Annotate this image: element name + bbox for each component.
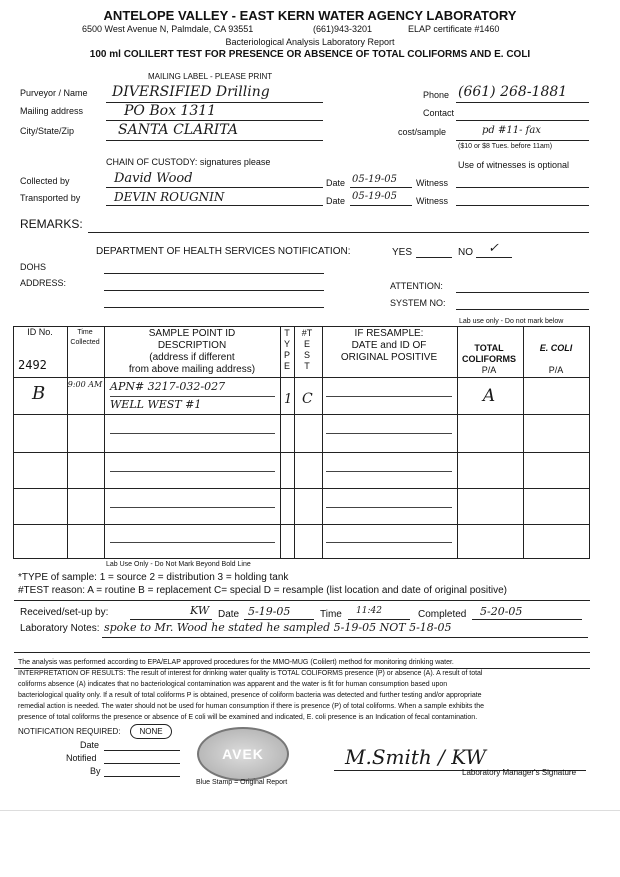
interp-p1: The analysis was performed according to EPA/ELAP approved procedures for the MMO-MUG (Colilert) method for monitoring drinking water.	[18, 659, 454, 666]
header-id: ID No.	[27, 327, 53, 337]
phone-line	[456, 102, 589, 103]
mailing-label-caption: MAILING LABEL - PLEASE PRINT	[148, 72, 273, 81]
interp-p6: presence of total coliforms the presence or absence of E coli will be examined and indicated, E. coli presence is an Indication of fecal contamination.	[18, 714, 478, 721]
manager-signature[interactable]: M.Smith / KW	[345, 745, 487, 769]
received-date-line	[244, 619, 314, 620]
header-resample-3: ORIGINAL POSITIVE	[340, 352, 438, 363]
attention-line	[456, 292, 589, 293]
mailing-address-value[interactable]: PO Box 1311	[124, 103, 217, 119]
dohs-line-1	[104, 273, 324, 274]
notif-by-line	[104, 776, 180, 777]
custody-label: CHAIN OF CUSTODY: signatures please	[106, 157, 271, 167]
interp-p2: INTERPRETATION OF RESULTS: The result of interest for drinking water quality is TOTAL COLIFORMS presence (P) or absence (A). A result of total	[18, 670, 483, 677]
witness1-line	[456, 187, 589, 188]
date1-label: Date	[326, 178, 346, 188]
dohs-line-3	[104, 307, 324, 308]
dhs-title: DEPARTMENT OF HEALTH SERVICES NOTIFICATION:	[96, 246, 351, 257]
dohs-address-label: ADDRESS:	[20, 278, 67, 288]
notification-label: NOTIFICATION REQUIRED:	[18, 727, 121, 736]
header-test: #T E S T	[301, 328, 313, 371]
desc-rule	[110, 396, 275, 397]
row-rule-3	[14, 488, 589, 489]
interp-rule	[14, 668, 590, 669]
type-legend: *TYPE of sample: 1 = source 2 = distribution 3 = holding tank	[18, 572, 289, 583]
row1-type[interactable]: 1	[284, 392, 293, 407]
remarks-label: REMARKS:	[20, 217, 83, 231]
header-desc-1: SAMPLE POINT ID	[148, 328, 236, 339]
row-rule-4	[14, 524, 589, 525]
notif-date-label: Date	[80, 740, 100, 750]
table-lab-use-note: Lab Use Only - Do Not Mark Beyond Bold Line	[106, 561, 251, 568]
phone-label: Phone	[423, 90, 450, 100]
avek-stamp	[197, 727, 289, 781]
contact-label: Contact	[423, 108, 455, 118]
header-total-2: COLIFORMS	[462, 354, 516, 364]
header-type: T Y P E	[283, 328, 290, 371]
id-number: 2492	[18, 358, 47, 372]
lab-notes-label: Laboratory Notes:	[20, 623, 100, 634]
purveyor-label: Purveyor / Name	[20, 88, 88, 98]
mailing-address-label: Mailing address	[20, 106, 84, 116]
date1-value[interactable]: 05-19-05	[352, 174, 397, 185]
stamp-caption: Blue Stamp = Original Report	[196, 779, 288, 786]
signature-caption: Laboratory Manager's Signature	[462, 768, 577, 777]
completed-label: Completed	[418, 609, 467, 620]
city-label: City/State/Zip	[20, 126, 75, 136]
test-legend: #TEST reason: A = routine B = replacement C= special D = resample (list location and date of original positive)	[18, 585, 507, 596]
notif-date-line	[104, 750, 180, 751]
date2-label: Date	[326, 196, 346, 206]
test-title: 100 ml COLILERT TEST FOR PRESENCE OR ABSENCE OF TOTAL COLIFORMS AND E. COLI	[89, 49, 531, 60]
stamp-text: AVEK	[222, 746, 264, 762]
dhs-no-label: NO	[458, 247, 473, 258]
received-label: Received/set-up by:	[20, 607, 109, 618]
witness2-line	[456, 205, 589, 206]
report-subtitle: Bacteriological Analysis Laboratory Report	[225, 37, 395, 47]
city-line	[106, 140, 323, 141]
header-desc-2: DESCRIPTION	[157, 340, 227, 351]
received-by[interactable]: KW	[190, 604, 210, 617]
row1-total[interactable]: A	[482, 386, 496, 406]
dohs-line-2	[104, 290, 324, 291]
witness1-label: Witness	[416, 178, 449, 188]
row1-desc-2[interactable]: WELL WEST #1	[110, 398, 202, 411]
resample-rule	[326, 542, 452, 543]
notified-label: Notified	[66, 753, 97, 763]
interp-p3: coliforms absence (A) indicates that no bacteriological contamination was apparent and the water is fit for human consumption based upon	[18, 681, 448, 688]
city-value[interactable]: SANTA CLARITA	[118, 122, 238, 138]
header-desc-4: from above mailing address)	[128, 364, 256, 375]
attention-label: ATTENTION:	[390, 281, 443, 291]
phone-value[interactable]: (661) 268-1881	[458, 84, 568, 100]
dhs-yes-line[interactable]	[416, 257, 452, 258]
header-rule	[14, 377, 589, 378]
cost-label: cost/sample	[398, 127, 447, 137]
elap-certificate: ELAP certificate #1460	[408, 24, 500, 34]
time-line	[348, 619, 410, 620]
resample-rule	[326, 507, 452, 508]
purveyor-value[interactable]: DIVERSIFIED Drilling	[112, 84, 270, 100]
lab-name: ANTELOPE VALLEY - EAST KERN WATER AGENCY LABORATORY	[103, 8, 517, 23]
cost-value[interactable]: pd #11- fax	[482, 125, 541, 136]
desc-rule	[110, 471, 275, 472]
desc-rule	[110, 433, 275, 434]
received-line	[130, 619, 212, 620]
dhs-no-line[interactable]	[476, 257, 512, 258]
row-rule-2	[14, 452, 589, 453]
transported-label: Transported by	[20, 193, 81, 203]
header-desc-3: (address if different	[149, 352, 235, 363]
row-rule-1	[14, 414, 589, 415]
interp-p4: bacteriological quality only. If a result of total coliforms P is obtained, presence of coliform bacteria was detected and further testing and/or appropriate	[18, 692, 482, 699]
witness-note: Use of witnesses is optional	[458, 160, 570, 170]
transported-value[interactable]: DEVIN ROUGNIN	[114, 190, 225, 204]
completed-value[interactable]: 5-20-05	[480, 605, 523, 618]
row1-id[interactable]: B	[32, 383, 46, 404]
resample-rule	[326, 433, 452, 434]
page-edge	[0, 810, 620, 811]
mailing-line	[106, 120, 323, 121]
contact-line	[456, 120, 589, 121]
date2-line	[350, 205, 412, 206]
lab-notes-value[interactable]: spoke to Mr. Wood he stated he sampled 5-19-05 NOT 5-18-05	[104, 621, 452, 634]
header-resample-1: IF RESAMPLE:	[354, 328, 424, 339]
time-label: Time	[320, 609, 342, 620]
header-ecoli: E. COLI	[539, 343, 573, 353]
witness2-label: Witness	[416, 196, 449, 206]
received-date-label: Date	[218, 609, 240, 620]
received-date[interactable]: 5-19-05	[248, 605, 291, 618]
header-ecoli-pa: P/A	[548, 365, 564, 375]
desc-rule	[110, 507, 275, 508]
row1-desc-1[interactable]: APN# 3217-032-027	[110, 380, 226, 393]
transported-line	[106, 205, 323, 206]
header-time: Time Collected	[70, 329, 100, 346]
notes-line-2	[14, 652, 590, 653]
date2-value[interactable]: 05-19-05	[352, 191, 397, 202]
resample-rule	[326, 396, 452, 397]
collected-value[interactable]: David Wood	[114, 171, 193, 186]
cost-note: ($10 or $8 Tues. before 11am)	[458, 143, 553, 150]
row1-test[interactable]: C	[302, 391, 313, 407]
completed-line	[472, 619, 582, 620]
dhs-yes-label: YES	[392, 247, 413, 258]
header-total-1: TOTAL	[474, 343, 504, 353]
lab-use-note: Lab use only - Do not mark below	[459, 318, 564, 325]
row1-time[interactable]: 9:00 AM	[67, 380, 103, 389]
notif-by-label: By	[90, 766, 101, 776]
lab-notes-line	[102, 637, 588, 638]
divider	[14, 600, 590, 601]
system-no-label: SYSTEM NO:	[390, 298, 446, 308]
lab-address: 6500 West Avenue N, Palmdale, CA 93551	[82, 24, 254, 34]
cost-line	[456, 140, 589, 141]
collected-line	[106, 187, 323, 188]
header-resample-2: DATE and ID OF	[351, 340, 427, 351]
notified-line	[104, 763, 180, 764]
header-total-pa: P/A	[481, 365, 497, 375]
desc-rule	[110, 542, 275, 543]
interp-p5: remedial action is needed. The water should not be used for human consumption if there is presence (P) of total coliforms. When a sample exhibits the	[18, 703, 485, 710]
lab-phone: (661)943-3201	[313, 24, 373, 34]
dohs-label: DOHS	[20, 262, 47, 272]
date1-line	[350, 187, 412, 188]
resample-rule	[326, 471, 452, 472]
dhs-no-checkmark: ✓	[488, 241, 499, 256]
collected-label: Collected by	[20, 176, 70, 186]
notification-value: NONE	[139, 727, 163, 736]
system-no-line	[456, 309, 589, 310]
time-value[interactable]: 11:42	[356, 606, 382, 616]
remarks-line[interactable]	[88, 232, 589, 233]
